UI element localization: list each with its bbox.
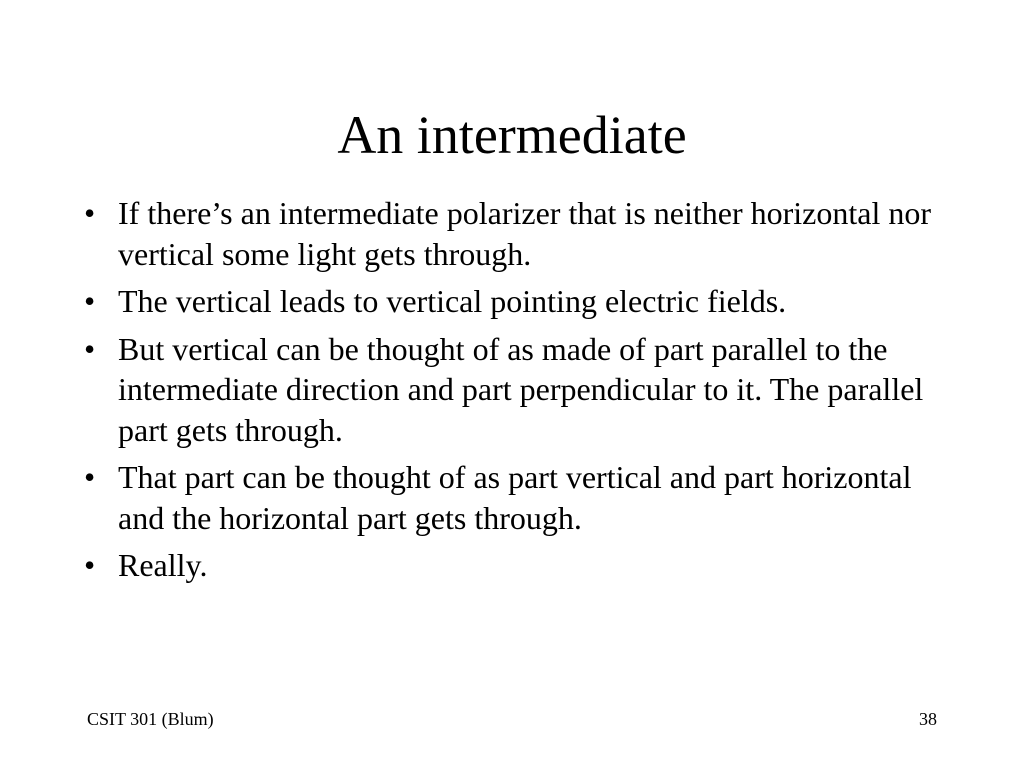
slide-title: An intermediate [337,105,687,165]
footer-page-number: 38 [919,709,937,729]
footer-course: CSIT 301 (Blum) [87,709,214,729]
bullet-icon: • [84,195,96,231]
bullet-item [80,545,940,586]
bullet-item [80,457,940,538]
bullet-icon: • [84,459,96,495]
bullet-list [80,193,940,593]
bullet-text: The vertical leads to vertical pointing electric fields. [118,283,787,319]
bullet-text: Really. [118,547,208,583]
bullet-text: But vertical can be thought of as made of part parallel to the intermediate direction and part perpendicular to it. The parallel part gets through. [118,330,924,448]
bullet-item [80,329,940,451]
bullet-text: If there’s an intermediate polarizer that is neither horizontal nor vertical some light gets through. [118,195,931,272]
bullet-item [80,281,940,322]
bullet-icon: • [84,330,96,367]
bullet-icon: • [84,283,96,319]
bullet-item [80,193,940,274]
bullet-icon: • [84,547,96,583]
bullet-text: That part can be thought of as part vertical and part horizontal and the horizontal part gets through. [118,459,912,536]
